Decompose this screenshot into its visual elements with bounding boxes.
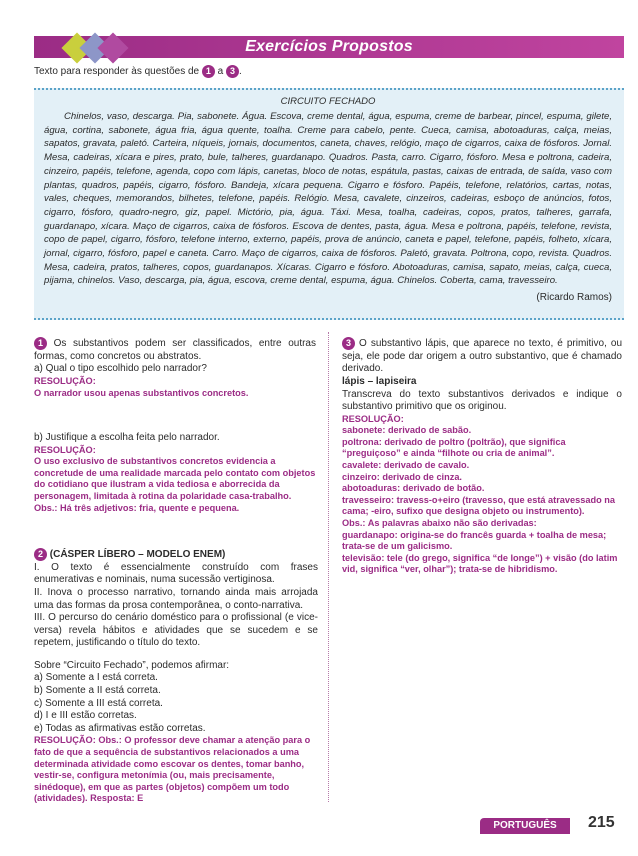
question-1b xyxy=(34,432,316,514)
column-divider xyxy=(328,332,329,802)
resolution-label: RESOLUÇÃO: xyxy=(34,444,96,455)
question-number-badge: 1 xyxy=(202,65,215,78)
text-title: CIRCUITO FECHADO xyxy=(280,96,376,107)
q1-resolution-b: O uso exclusivo de substantivos concretos evidencia a concretude de uma realidade marcada pelo contato com objetos do cotidiano que ilustram a vida tediosa e aborrecida da personagem, limitada à rotina da polaridade casa-trabalho. xyxy=(34,456,316,501)
q2-option-a: a) Somente a I está correta. xyxy=(34,672,158,684)
intro-punct: . xyxy=(239,66,242,78)
q2-option-b: b) Somente a II está correta. xyxy=(34,685,161,697)
resolution-label: RESOLUÇÃO: xyxy=(342,413,404,424)
q3-task: Transcreva do texto substantivos derivados e indique o substantivo primitivo que os originou. xyxy=(342,388,622,413)
q2-option-e: e) Todas as afirmativas estão corretas. xyxy=(34,722,206,734)
text-author: (Ricardo Ramos) xyxy=(536,292,612,304)
q1-item-a: a) Qual o tipo escolhido pelo narrador? xyxy=(34,363,207,375)
q2-statement-ii: II. Inova o processo narrativo, tornando ainda mais arrojada uma das formas da prosa contemporânea, o conto-narrativa. xyxy=(34,586,318,611)
q2-resolution: RESOLUÇÃO: Obs.: O professor deve chamar a atenção para o fato de que a sequência de substantivos relacionados a uma determinada atividade como escovar os dentes, tomar banho, vestir-se, configura metonímia (ou, mais precisamente, sinédoque), em que as partes (objetos) compõem um todo (atividades). Resposta: E xyxy=(34,735,311,804)
q3-item: poltrona: derivado de poltro (poltrão), que significa “preguiçoso” e ainda “filhote ou cria de animal”. xyxy=(342,436,566,459)
intro-connector: a xyxy=(217,66,224,78)
reading-text-box xyxy=(34,88,624,320)
question-1 xyxy=(34,337,316,399)
q2-question: Sobre “Circuito Fechado”, podemos afirmar: xyxy=(34,659,230,671)
question-2 xyxy=(34,548,318,805)
q1-observation: Obs.: Há três adjetivos: fria, quente e pequena. xyxy=(34,502,240,513)
q3-item: televisão: tele (do grego, significa “de longe”) + visão (do latim vid, significa “ver, olhar”); trata-se de hibridismo. xyxy=(342,552,618,575)
q3-item: travesseiro: travess-o+eiro (travesso, que está atravessado na cama; -eiro, sufixo que designa objeto ou instrumento). xyxy=(342,494,615,517)
q3-item: sabonete: derivado de sabão. xyxy=(342,425,472,436)
page-number: 215 xyxy=(588,814,615,831)
footer-section-tab: PORTUGUÊS xyxy=(480,818,570,834)
q3-item: guardanapo: origina-se do francês guarda + toalha de mesa; trata-se de um galicismo. xyxy=(342,529,607,552)
banner-title: Exercícios Propostos xyxy=(245,38,413,55)
q3-stem: O substantivo lápis, que aparece no texto, é primitivo, ou seja, ele pode dar origem a outro substantivo, que é chamado derivado. xyxy=(342,338,623,375)
q1-resolution-a: O narrador usou apenas substantivos concretos. xyxy=(34,387,249,398)
q2-statement-iii: III. O percurso do cenário doméstico para o profissional (e vice-versa) revela hábitos e atividades que se sucedem e se repetem, justificando o título do texto. xyxy=(34,612,318,649)
q2-title: (CÁSPER LÍBERO – MODELO ENEM) xyxy=(49,549,226,561)
q3-item: abotoaduras: derivado de botão. xyxy=(342,483,485,494)
resolution-label: RESOLUÇÃO: xyxy=(34,375,96,386)
text-body: Chinelos, vaso, descarga. Pia, sabonete. Água. Escova, creme dental, água, espuma, creme de barbear, pincel, espuma, gilete, água, cortina, sabonete, água fria, água quente, toalha. Creme para cabelo, pente. Cueca, camisa, abotoaduras, calça, meias, sapatos, gravata, paletó. Carteira, níqueis, jornais, documentos, caneta, chaves, relógio, maço de cigarros, caixa de fósforos. Jornal. Mesa, cadeiras, xícara e pires, prato, bule, talheres, guardanapo. Quadros. Pasta, carro. Cigarro, fósforo. Mesa e poltrona, cadeira, cinzeiro, papéis, telefone, agenda, copo com lápis, canetas, bloco de notas, espátula, pastas, caixas de entrada, de saída, vaso com plantas, quadros, papéis, cigarro, fósforo. Bandeja, xícara pequena. Cigarro e fósforo. Papéis, telefone, relatórios, cartas, notas, vales, cheques, memorandos, bilhetes, telefone, papéis. Relógio. Mesa, cavalete, cinzeiros, cadeiras, esboço de anúncios, fotos, cigarro, fósforo, quadro-negro, giz, papel. Mictório, pia, água. Táxi. Mesa, toalha, cadeiras, copos, pratos, talheres, garrafa, guardanapo, xícara. Maço de cigarros, caixa de fósforos. Escova de dentes, pasta, água. Mesa e poltrona, papéis, telefone, revista, copo de papel, cigarro, fósforo, telefone interno, externo, papéis, prova de anúncio, caneta e papel, telefone, papéis, folheto, xícara, jornal, cigarro, fósforo, papel e caneta. Carro. Maço de cigarros, caixa de fósforos. Paletó, gravata. Poltrona, copo, revista. Quadros. Mesa, cadeira, pratos, talheres, copos, guardanapos. Xícaras. Cigarro e fósforo. Abotoaduras, camisa, sapato, meias, calça, cueca, pijama, chinelos. Vaso, descarga, pia, água, escova, creme dental, espuma, água. Chinelos. Coberta, cama, travesseiro. xyxy=(44,111,612,287)
q2-option-c: c) Somente a III está correta. xyxy=(34,697,163,709)
q1-item-b: b) Justifique a escolha feita pelo narrador. xyxy=(34,432,220,443)
q2-option-d: d) I e III estão corretas. xyxy=(34,710,137,722)
question-3 xyxy=(342,337,622,576)
q3-item: Obs.: As palavras abaixo não são derivadas: xyxy=(342,518,537,529)
question-number-badge: 2 xyxy=(34,548,47,561)
intro-text: Texto para responder às questões de xyxy=(34,66,200,78)
q1-stem: Os substantivos podem ser classificados, entre outras formas, como concretos ou abstratos. xyxy=(34,338,316,362)
q3-example: lápis – lapiseira xyxy=(342,375,417,387)
q3-item: cavalete: derivado de cavalo. xyxy=(342,460,470,471)
question-number-badge: 3 xyxy=(342,337,355,350)
question-number-badge: 3 xyxy=(226,65,239,78)
q2-statement-i: I. O texto é essencialmente construído com frases enumerativas e nominais, numa sucessão vertiginosa. xyxy=(34,561,318,586)
q3-item: cinzeiro: derivado de cinza. xyxy=(342,471,462,482)
intro-line xyxy=(34,65,242,78)
question-number-badge: 1 xyxy=(34,337,47,350)
